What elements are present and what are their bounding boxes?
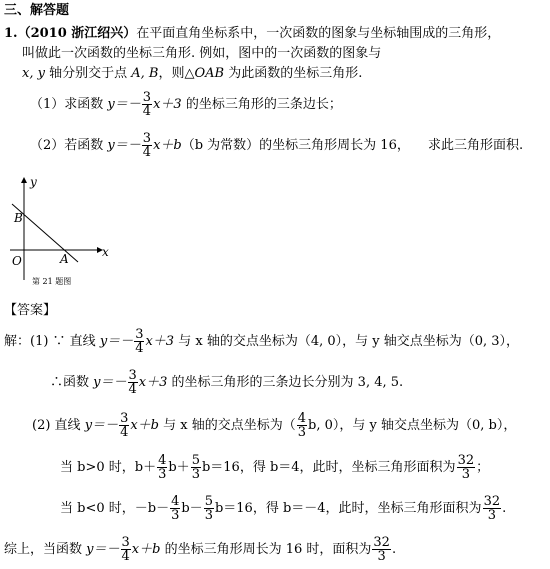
fraction-3-4: $\frac{3}{4}$: [135, 327, 144, 356]
problem-line-3: x, y 轴分别交于点 A, B，则△OAB 为此函数的坐标三角形.: [22, 66, 363, 81]
answer-line-6: 综上，当函数 y＝－ $\frac{3}{4}$ x＋b 的坐标三角形周长为 16 时，面积为 $\frac{32}{3}$ .: [4, 535, 397, 564]
coordinate-figure: [6, 172, 116, 290]
label-O: O: [12, 254, 22, 268]
question-2: （2）若函数 y＝－ $\frac{3}{4}$ x＋b（b 为常数）的坐标三角形周长为 16， 求此三角形面积.: [30, 131, 524, 160]
fraction-3-4: $\frac{3}{4}$: [120, 411, 129, 440]
fraction-3-4: $\frac{3}{4}$: [142, 131, 152, 160]
question-1: （1）求函数 y＝－ $\frac{3}{4}$ x＋3 的坐标三角形的三条边长；: [30, 90, 342, 119]
figure-caption: 第 21 题图: [32, 277, 72, 286]
fraction-3-4: $\frac{3}{4}$: [142, 90, 152, 119]
fraction-4-3: $\frac{4}{3}$: [297, 411, 307, 440]
points-vars: A, B: [131, 66, 159, 81]
problem-line-2: 叫做此一次函数的坐标三角形. 例如，图中的一次函数的图象与: [22, 46, 382, 61]
fraction-3-4: $\frac{3}{4}$: [128, 368, 137, 397]
axes-vars: x, y: [22, 66, 45, 81]
label-x: x: [102, 245, 109, 259]
label-B: B: [14, 211, 23, 225]
answer-line-4: 当 b>0 时，b＋ $\frac{4}{3}$ b＋ $\frac{5}{3}$ b＝16，得 b＝4，此时，坐标三角形面积为 $\frac{32}{3}$ ；: [60, 453, 490, 482]
answer-heading: 【答案】: [4, 303, 57, 318]
result-fraction: $\frac{32}{3}$: [457, 453, 475, 482]
problem-text-1: 在平面直角坐标系中，一次函数的图象与坐标轴围成的三角形，: [136, 26, 501, 41]
section-heading: 三、解答题: [4, 3, 70, 18]
problem-number: 1.: [4, 26, 18, 41]
answer-line-1: 解：(1) ∵ 直线 y＝－ $\frac{3}{4}$ x＋3 与 x 轴的交点坐标为（4, 0），与 y 轴交点坐标为（0, 3），: [4, 327, 520, 356]
result-fraction: $\frac{32}{3}$: [373, 535, 390, 564]
problem-source: （2010 浙江绍兴）: [17, 26, 137, 41]
result-fraction: $\frac{32}{3}$: [483, 494, 501, 523]
label-y: y: [30, 175, 37, 189]
label-A: A: [60, 252, 69, 266]
fraction-3-4: $\frac{3}{4}$: [121, 535, 130, 564]
answer-line-5: 当 b<0 时，－b－ $\frac{4}{3}$ b－ $\frac{5}{3}$ b＝16，得 b＝－4，此时，坐标三角形面积为 $\frac{32}{3}$ .: [60, 494, 507, 523]
answer-line-2: ∴函数 y＝－ $\frac{3}{4}$ x＋3 的坐标三角形的三条边长分别为 3, 4, 5.: [50, 368, 404, 397]
answer-line-3: (2) 直线 y＝－ $\frac{3}{4}$ x＋b 与 x 轴的交点坐标为（ $\frac{4}{3}$ b, 0），与 y 轴交点坐标为（0, b），: [32, 411, 517, 440]
problem-line-1: [4, 26, 500, 42]
